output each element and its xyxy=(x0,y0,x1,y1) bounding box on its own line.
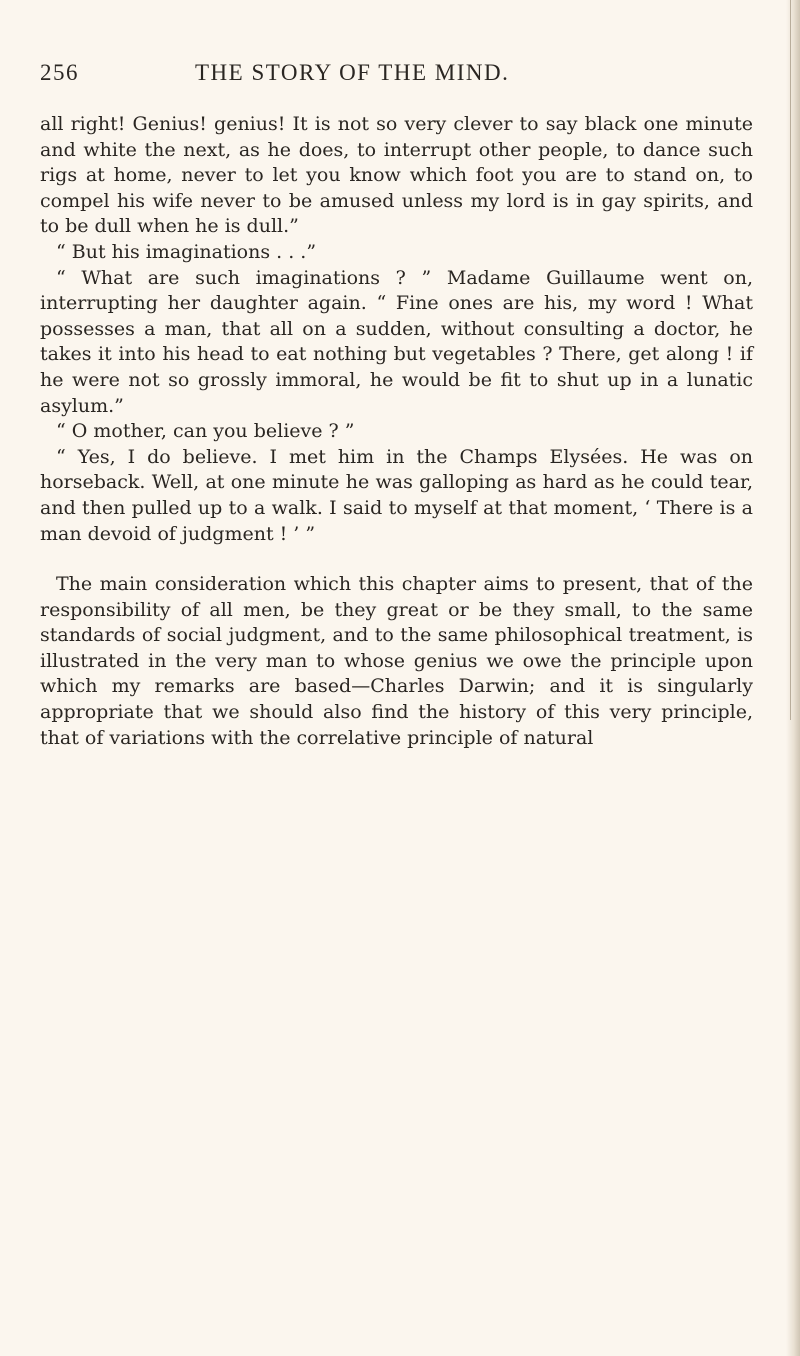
page-edge xyxy=(786,0,800,1356)
page-number: 256 xyxy=(40,60,79,85)
paragraph-dialogue-4: “ Yes, I do believe. I met him in the Champs Elysées. He was on horseback. Well, at one minute he was galloping as hard as he could tear, and then pulled up to a walk. I said to myself at that moment, ‘ There is a man devoid of judgment ! ’ ” xyxy=(40,445,753,545)
paragraph-continuation: all right! Genius! genius! It is not so very clever to say black one minute and white the next, as he does, to interrupt other people, to dance such rigs at home, never to let you know which foot you are to stand on, to compel his wife never to be amused unless my lord is in gay spirits, and to be dull when he is dull.” xyxy=(40,113,753,238)
paragraph-dialogue-1: “ But his imaginations . . .” xyxy=(56,240,317,263)
page-header xyxy=(40,60,755,94)
paragraph-commentary: The main consideration which this chapter aims to present, that of the responsibility of all men, be they great or be they small, to the same standards of social judgment, and to the same philosophical treatment, is illustrated in the very man to whose genius we owe the principle upon which my remarks are based—Charles Darwin; and it is singularly appropriate that we should also find the history of this very principle, that of variations with the correlative principle of natural xyxy=(40,573,753,749)
running-title: THE STORY OF THE MIND. xyxy=(195,60,510,85)
paragraph-dialogue-3: “ O mother, can you believe ? ” xyxy=(56,420,355,443)
page-edge-line xyxy=(790,0,791,720)
paragraph-dialogue-2: “ What are such imaginations ? ” Madame Guillaume went on, interrupting her daughter again. “ Fine ones are his, my word ! What possesses a man, that all on a sudden, without consulting a doctor, he takes it into his head to eat nothing but vegetables ? There, get along ! if he were not so grossly immoral, he would be fit to shut up in a lunatic asylum.” xyxy=(40,266,753,417)
page-body xyxy=(40,112,753,751)
